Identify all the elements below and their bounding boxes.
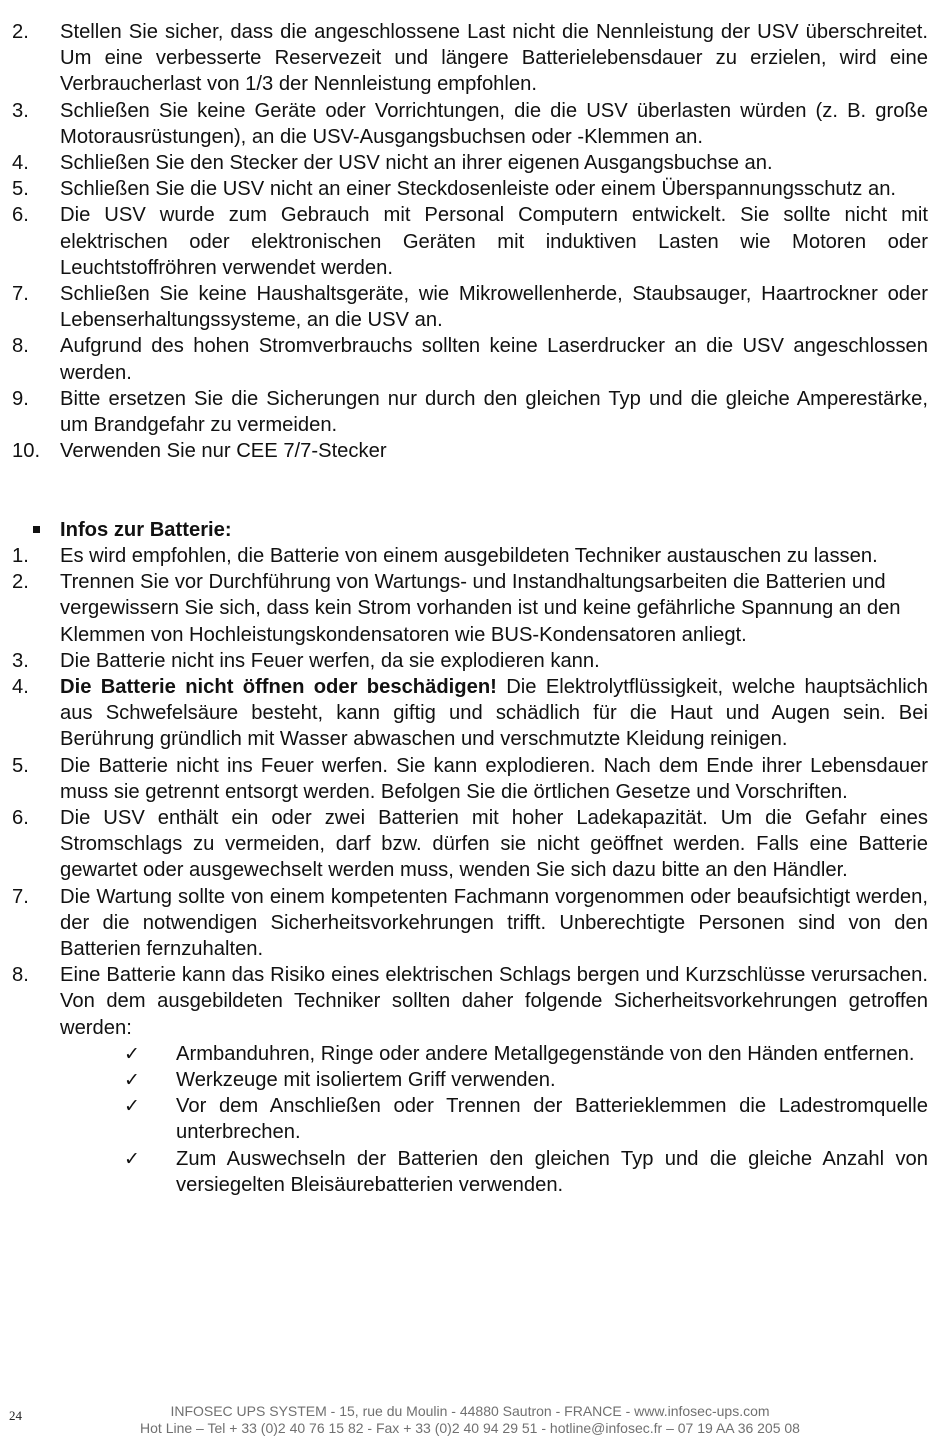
list-item <box>12 150 928 176</box>
list-item <box>12 386 928 438</box>
list-item <box>12 962 928 1041</box>
checklist-text: Werkzeuge mit isoliertem Griff verwenden. <box>176 1069 556 1092</box>
footer-contact: Hot Line – Tel + 33 (0)2 40 76 15 82 - Fax + 33 (0)2 40 94 29 51 - hotline@infosec.fr – 07 19 AA 36 205 08 <box>140 1420 800 1436</box>
list-item <box>12 884 928 963</box>
item-text: Verwenden Sie nur CEE 7/7-Stecker <box>60 440 387 463</box>
item-text: Aufgrund des hohen Stromverbrauchs sollten keine Laserdrucker an die USV angeschlossen werden. <box>60 335 928 384</box>
list-item <box>12 805 928 884</box>
item-number: 5. <box>12 178 29 201</box>
item-text: Die Wartung sollte von einem kompetenten Fachmann vorgenommen oder beaufsichtigt werden, der die notwendigen Sicherheitsvorkehrungen trifft. Unberechtigte Personen sind von den Batterien fernzuhalten. <box>60 885 928 961</box>
item-number: 1. <box>12 545 29 567</box>
item-number: 10. <box>12 440 41 463</box>
section-title: Infos zur Batterie: <box>60 519 232 541</box>
item-number: 4. <box>12 676 29 699</box>
list-item <box>12 333 928 385</box>
checkmark-icon: ✓ <box>124 1042 140 1065</box>
list-item <box>12 674 928 753</box>
checklist-text: Zum Auswechseln der Batterien den gleichen Typ und die gleiche Anzahl von versiegelten Bleisäurebatterien verwenden. <box>176 1147 928 1196</box>
item-text: Schließen Sie keine Haushaltsgeräte, wie Mikrowellenherde, Staubsauger, Haartrockner oder Lebenserhaltungssysteme, an die USV an. <box>60 283 928 332</box>
list-item <box>12 569 928 648</box>
item-text: Schließen Sie die USV nicht an einer Steckdosenleiste oder einem Überspannungsschutz an. <box>60 178 897 201</box>
warning-emphasis: Die Batterie nicht öffnen oder beschädigen! <box>60 676 497 699</box>
checklist-item <box>124 1146 928 1198</box>
item-number: 7. <box>12 885 29 908</box>
item-text: Die USV wurde zum Gebrauch mit Personal Computern entwickelt. Sie sollte nicht mit elektrischen oder elektronischen Geräten mit induktiven Lasten wie Motoren oder Leuchtstoffröhren verwendet werden. <box>60 204 928 279</box>
list-item <box>12 753 928 805</box>
precaution-checklist <box>124 1041 928 1198</box>
item-text: Trennen Sie vor Durchführung von Wartungs- und Instandhaltungsarbeiten die Batterien und vergewissern Sie sich, dass kein Strom vorhanden ist und keine gefährliche Spannung an den Klemmen von Hochleistungskondensatoren wie BUS-Kondensatoren anliegt. <box>60 571 901 646</box>
item-text: Schließen Sie den Stecker der USV nicht an ihrer eigenen Ausgangsbuchse an. <box>60 152 773 175</box>
list-item <box>12 98 928 150</box>
list-item <box>12 176 928 202</box>
footer-address: INFOSEC UPS SYSTEM - 15, rue du Moulin - 44880 Sautron - FRANCE - www.infosec-ups.com <box>170 1403 770 1419</box>
item-number: 6. <box>12 807 29 830</box>
page-footer <box>100 1403 840 1437</box>
list-item <box>12 202 928 281</box>
item-number: 2. <box>12 571 29 594</box>
checklist-text: Vor dem Anschließen oder Trennen der Batterieklemmen die Ladestromquelle unterbrechen. <box>176 1095 928 1144</box>
item-text: Bitte ersetzen Sie die Sicherungen nur durch den gleichen Typ und die gleiche Amperestärke, um Brandgefahr zu vermeiden. <box>60 387 928 437</box>
item-text: Die Batterie nicht ins Feuer werfen. Sie kann explodieren. Nach dem Ende ihrer Lebensdauer muss sie getrennt entsorgt werden. Befolgen Sie die örtlichen Gesetze und Vorschriften. <box>60 754 928 803</box>
item-text: Die Batterie nicht ins Feuer werfen, da sie explodieren kann. <box>60 649 600 672</box>
checkmark-icon: ✓ <box>124 1095 140 1118</box>
item-text: Eine Batterie kann das Risiko eines elektrischen Schlags bergen und Kurzschlüsse verursachen. Von dem ausgebildeten Techniker sollten daher folgende Sicherheitsvorkehrungen getroffen werden: <box>60 964 928 1039</box>
list-item <box>12 281 928 333</box>
square-bullet-icon <box>12 517 60 543</box>
list-item <box>12 543 928 569</box>
item-number: 4. <box>12 152 29 175</box>
item-number: 3. <box>12 99 29 122</box>
item-number: 8. <box>12 335 29 358</box>
battery-list <box>12 543 928 1198</box>
list-item <box>12 648 928 674</box>
warning-text: Die Elektrolytflüssigkeit, welche hauptsächlich aus Schwefelsäure besteht, kann giftig und schädlich für die Haut und Augen sein. Bei Berührung gründlich mit Wasser abwaschen und verschmutzte Kleidung reinigen. <box>60 676 928 751</box>
page-number: 24 <box>9 1408 22 1423</box>
safety-list <box>12 19 928 464</box>
item-number: 7. <box>12 283 29 306</box>
item-text: Schließen Sie keine Geräte oder Vorrichtungen, die die USV überlasten würden (z. B. große Motorausrüstungen), an die USV-Ausgangsbuchsen oder -Klemmen an. <box>60 99 928 148</box>
item-number: 2. <box>12 21 29 43</box>
checklist-item <box>124 1067 928 1093</box>
item-number: 5. <box>12 754 29 777</box>
list-item <box>12 438 928 464</box>
checkmark-icon: ✓ <box>124 1069 140 1092</box>
item-number: 6. <box>12 204 29 227</box>
item-text: Stellen Sie sicher, dass die angeschlossene Last nicht die Nennleistung der USV überschreitet. Um eine verbesserte Reservezeit und längere Batterielebensdauer zu erzielen, wird eine Verbraucherlast von 1/3 der Nennleistung empfohlen. <box>60 21 928 96</box>
item-number: 9. <box>12 387 29 410</box>
list-item <box>12 19 928 98</box>
battery-section-heading <box>12 517 928 543</box>
checkmark-icon: ✓ <box>124 1147 140 1170</box>
checklist-item <box>124 1093 928 1145</box>
item-number: 3. <box>12 649 29 672</box>
item-text: Es wird empfohlen, die Batterie von einem ausgebildeten Techniker austauschen zu lassen. <box>60 545 878 567</box>
item-number: 8. <box>12 964 29 987</box>
item-text: Die USV enthält ein oder zwei Batterien mit hoher Ladekapazität. Um die Gefahr eines Stromschlags zu vermeiden, darf bzw. dürfen sie nicht geöffnet werden. Falls eine Batterie gewartet oder ausgewechselt werden muss, wenden Sie sich dazu bitte an den Händler. <box>60 807 928 882</box>
checklist-item <box>124 1041 928 1067</box>
checklist-text: Armbanduhren, Ringe oder andere Metallgegenstände von den Händen entfernen. <box>176 1042 915 1065</box>
item-text <box>60 674 928 753</box>
